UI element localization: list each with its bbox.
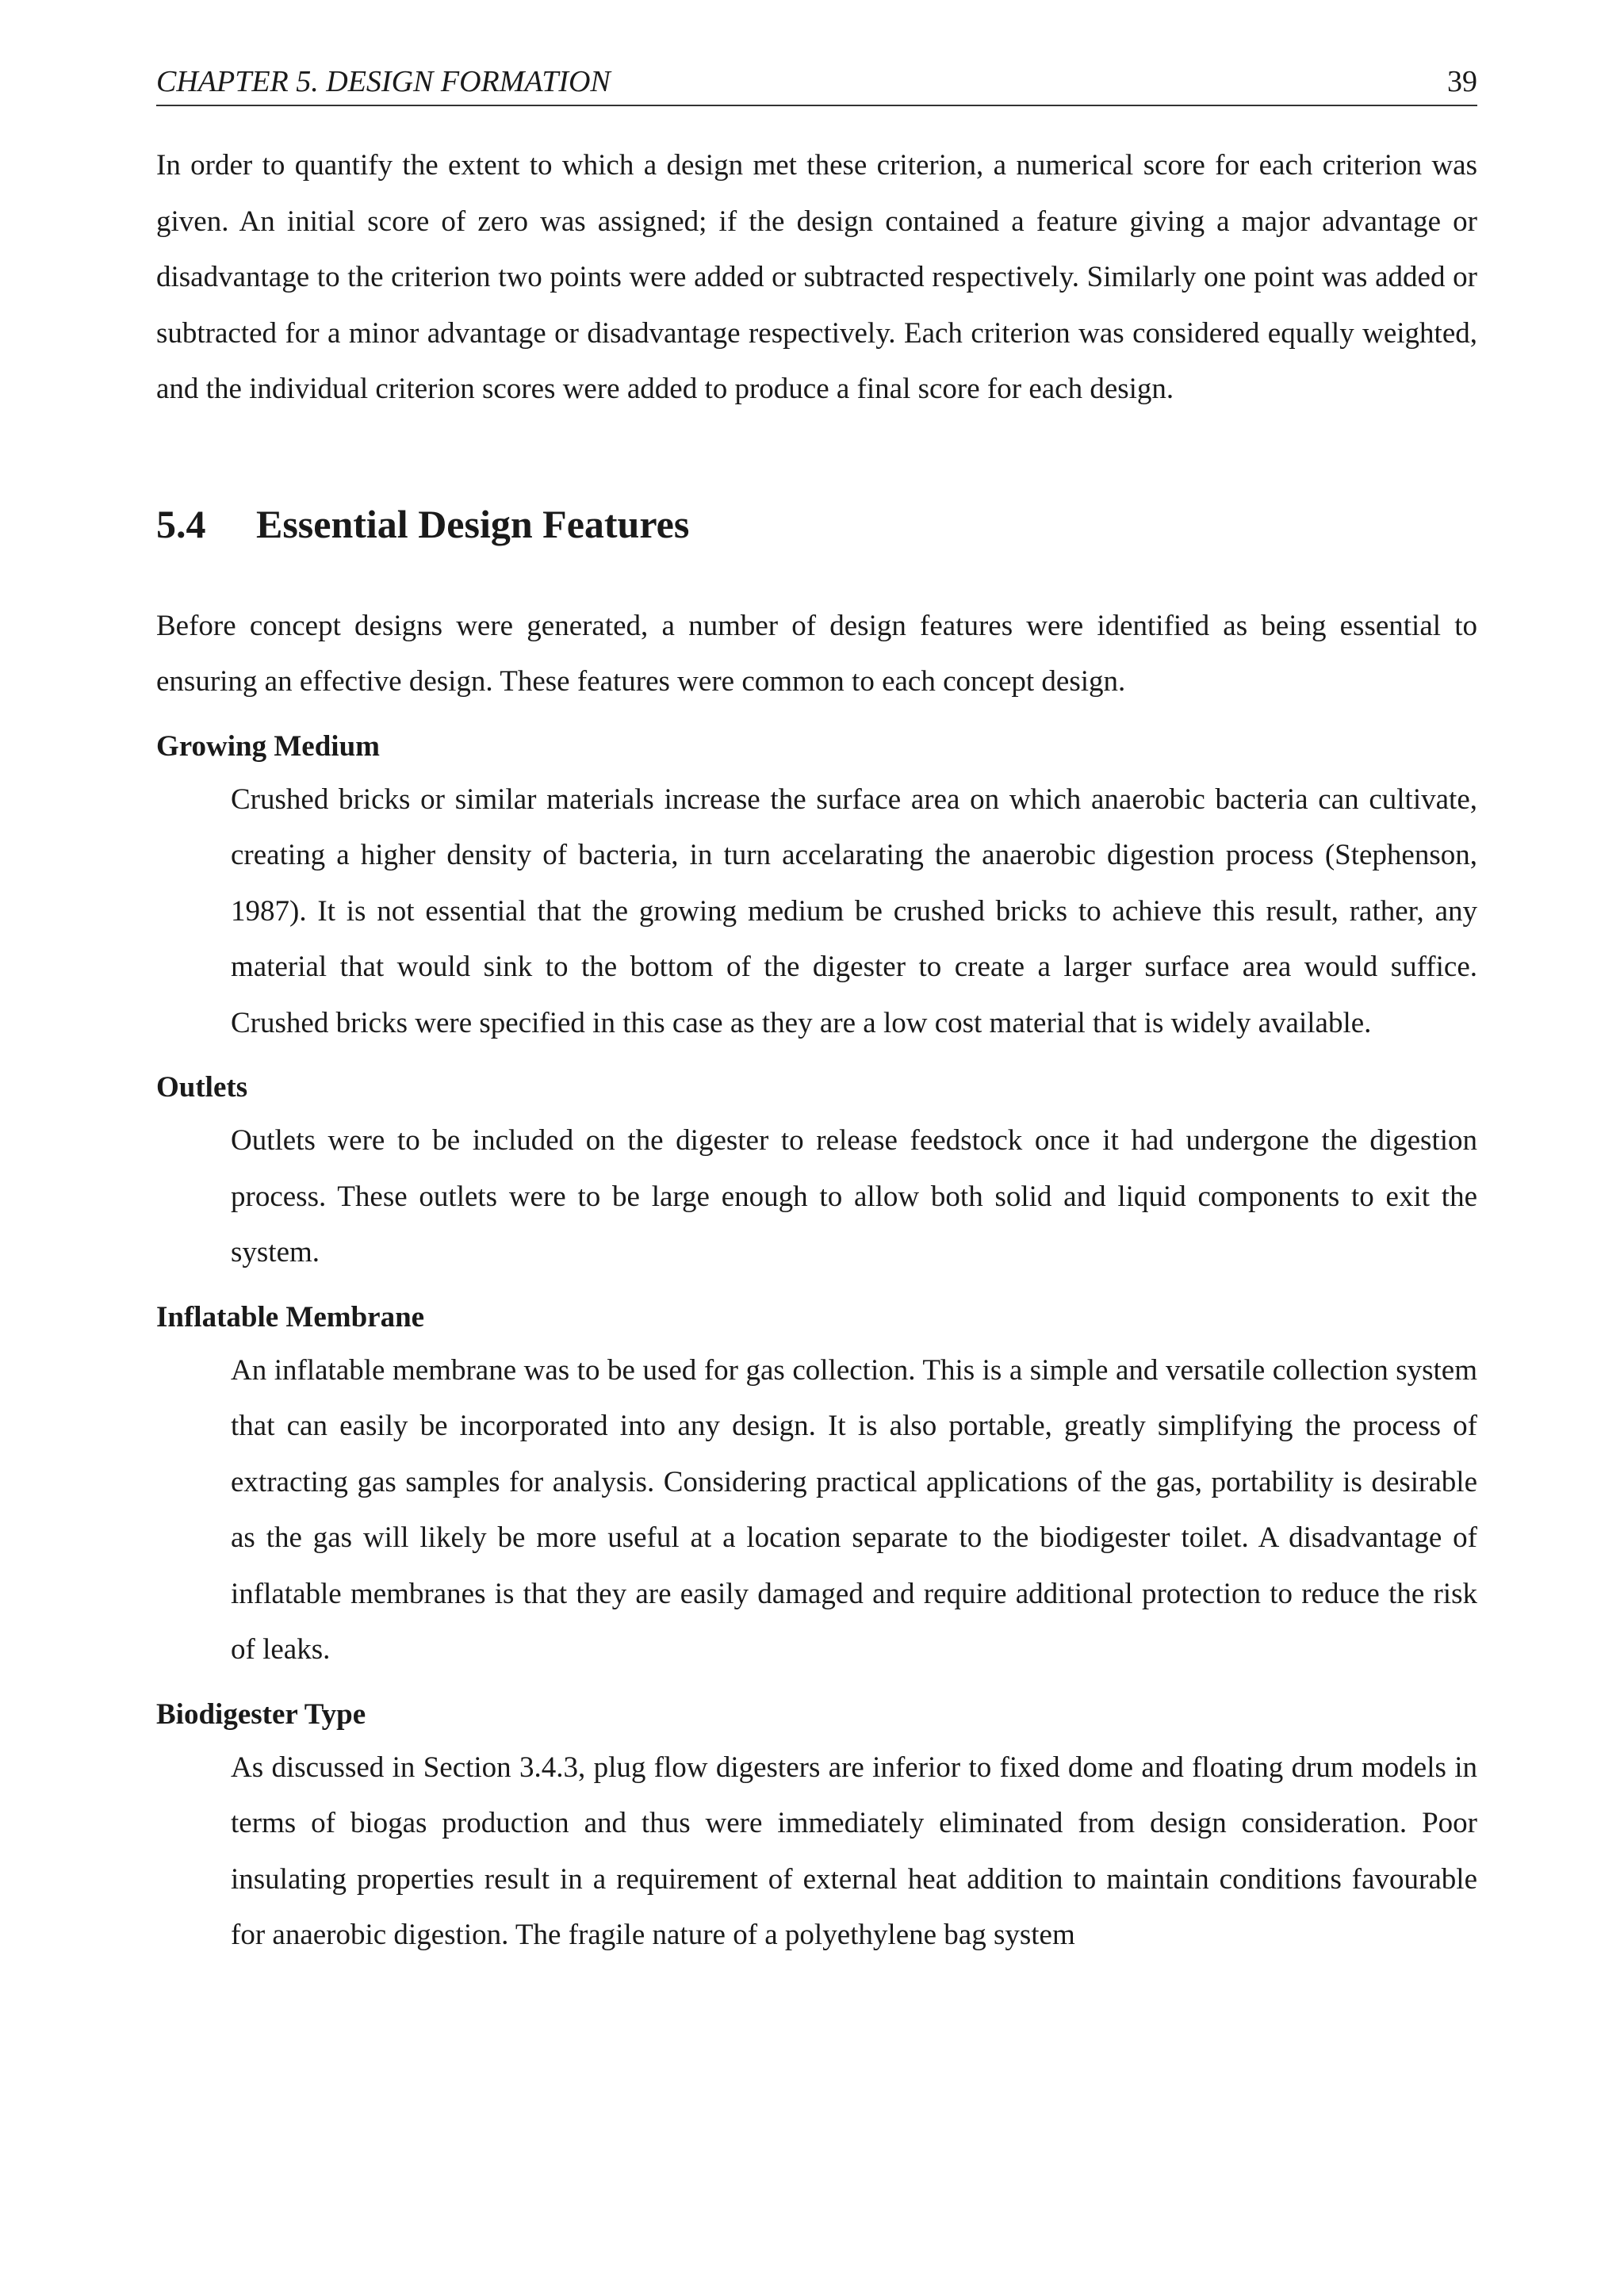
section-number: 5.4 [156, 501, 206, 546]
feature-description: As discussed in Section 3.4.3, plug flow digesters are inferior to fixed dome and floating drum models in terms of biogas production and thus were immediately eliminated from design consideration. Poor insulating properties result in a requirement of external heat addition to maintain conditions favourable for anaerobic digestion. The fragile nature of a polyethylene bag system [231, 1751, 1477, 1951]
section-title: Essential Design Features [256, 501, 690, 546]
feature-description: Crushed bricks or similar materials increase the surface area on which anaerobic bacteria can cultivate, creating a higher density of bacteria, in turn accelarating the anaerobic digestion process (Stephenson, 1987). It is not essential that the growing medium be crushed bricks to achieve this result, rather, any material that would sink to the bottom of the digester to create a larger surface area would suffice. Crushed bricks were specified in this case as they are a low cost material that is widely available. [231, 783, 1477, 1039]
chapter-title: CHAPTER 5. DESIGN FORMATION [156, 65, 611, 98]
running-header [156, 63, 1477, 106]
intro-paragraph: In order to quantify the extent to which a design met these criterion, a numerical score for each criterion was given. An initial score of zero was assigned; if the design contained a feature giving a major advantage or disadvantage to the criterion two points were added or subtracted respectively. Similarly one point was added or subtracted for a minor advantage or disadvantage respectively. Each criterion was considered equally weighted, and the individual criterion scores were added to produce a final score for each design. [156, 149, 1477, 405]
feature-list [156, 728, 1477, 1964]
feature-term: Biodigester Type [156, 1697, 366, 1731]
feature-item [156, 1299, 1477, 1678]
feature-description: Outlets were to be included on the digester to release feedstock once it had undergone the digestion process. These outlets were to be large enough to allow both solid and liquid components to exit the system. [231, 1124, 1477, 1269]
page-number: 39 [1447, 65, 1477, 98]
section-intro-paragraph: Before concept designs were generated, a number of design features were identified as being essential to ensuring an effective design. These features were common to each concept design. [156, 609, 1477, 698]
document-page [156, 63, 1477, 1964]
feature-term: Outlets [156, 1071, 248, 1104]
feature-item [156, 728, 1477, 1052]
feature-item [156, 1696, 1477, 1964]
feature-item [156, 1069, 1477, 1281]
feature-description: An inflatable membrane was to be used for gas collection. This is a simple and versatile collection system that can easily be incorporated into any design. It is also portable, greatly simplifying the process of extracting gas samples for analysis. Considering practical applications of the gas, portability is desirable as the gas will likely be more useful at a location separate to the biodigester toilet. A disadvantage of inflatable membranes is that they are easily damaged and require additional protection to reduce the risk of leaks. [231, 1353, 1477, 1666]
feature-term: Growing Medium [156, 729, 380, 763]
section-heading [156, 500, 1477, 548]
feature-term: Inflatable Membrane [156, 1300, 425, 1334]
